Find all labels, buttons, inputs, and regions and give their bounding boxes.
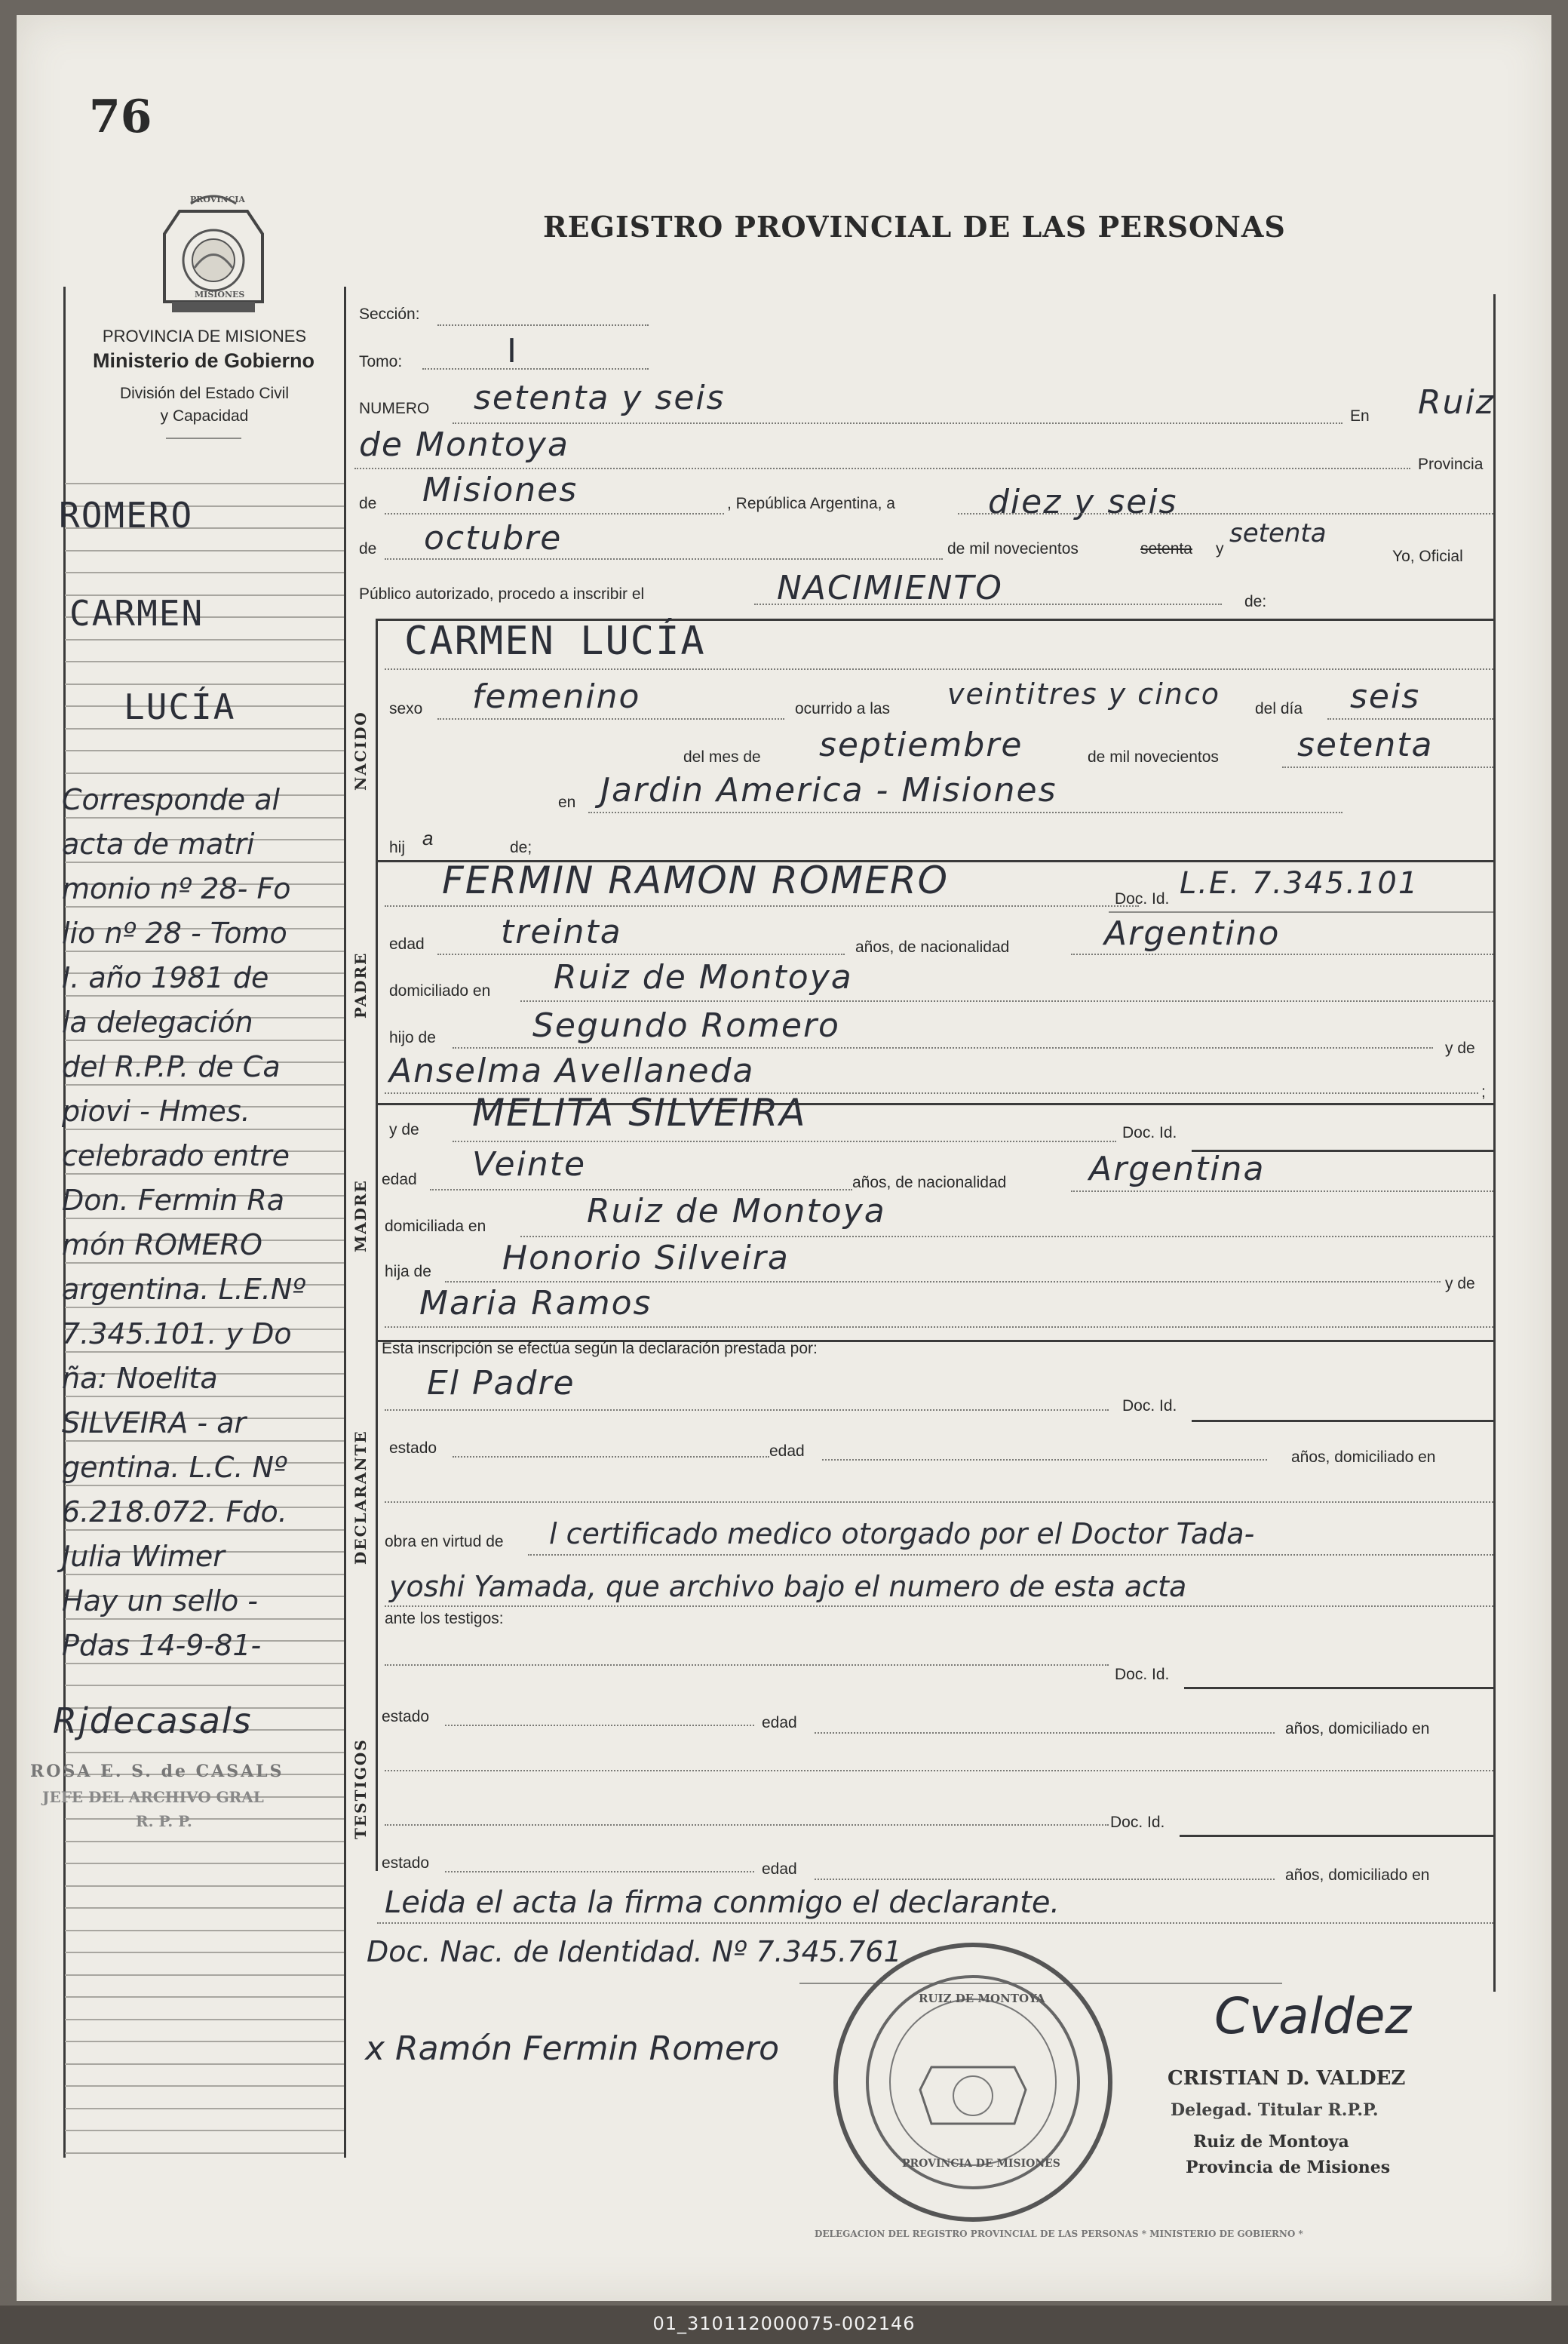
emblem-caption-top: PROVINCIA (190, 195, 245, 204)
sexo-value: femenino (472, 677, 641, 716)
testigo1-doc-label: Doc. Id. (1115, 1666, 1170, 1683)
margin-rule (65, 1952, 344, 1953)
fecha-line (958, 513, 1493, 515)
obra-line-2 (385, 1605, 1493, 1607)
margin-name1: CARMEN (69, 593, 204, 634)
inscribir-line (754, 604, 1222, 605)
en-value: Ruiz (1418, 383, 1495, 422)
margin-stamp-name: ROSA E. S. de CASALS (30, 1762, 284, 1781)
madre-dom-line (520, 1236, 1493, 1237)
mes-label: del mes de (683, 748, 761, 766)
madre-y-de-label: y de (389, 1121, 419, 1138)
padre-edad-line (437, 954, 845, 955)
madre-madre: Maria Ramos (419, 1284, 652, 1323)
mil-value: setenta (1229, 518, 1327, 548)
testigo1-edad-label: edad (762, 1714, 797, 1731)
dia-value: seis (1350, 677, 1421, 716)
official-role: Delegad. Titular R.P.P. (1171, 2100, 1379, 2120)
margin-rule (65, 1974, 344, 1976)
padre-dom-line (520, 1000, 1493, 1002)
margin-note-line: Hay un sello - (62, 1584, 259, 1617)
margin-rule (65, 2041, 344, 2042)
margin-rule (65, 1396, 344, 1397)
official-province: Provincia de Misiones (1186, 2158, 1391, 2177)
header-ministry: Ministerio de Gobierno (92, 349, 315, 372)
footer-image-id: 01_310112000075-002146 (652, 2313, 916, 2334)
margin-rule (65, 1885, 344, 1887)
declarante-signature: x Ramón Fermin Romero (365, 2029, 780, 2068)
lugar-line (354, 468, 1410, 469)
seal-text-inner-2: PROVINCIA DE MISIONES (902, 2158, 1060, 2170)
testigo1-estado-line (445, 1725, 754, 1726)
lugar-value-line (588, 812, 1342, 813)
padre-nac-line (1071, 954, 1493, 955)
margin-rule (65, 1040, 344, 1041)
margin-rule (65, 728, 344, 730)
madre-nombre: MELITA SILVEIRA (472, 1091, 807, 1135)
madre-edad: Veinte (472, 1145, 587, 1184)
margin-rule (65, 773, 344, 774)
padre-padre: Segundo Romero (532, 1006, 840, 1045)
numero-value: setenta y seis (474, 379, 726, 417)
margin-rule (65, 1485, 344, 1486)
margin-rule (65, 1440, 344, 1442)
padre-edad: treinta (501, 913, 622, 951)
mil-label-2: de mil novecientos (1088, 748, 1219, 766)
anio-line (1282, 766, 1493, 768)
margin-stamp-org: R. P. P. (136, 1812, 192, 1830)
margin-rule (65, 2108, 344, 2109)
margin-note-line: argentina. L.E.Nº (62, 1273, 306, 1306)
margin-note-line: lio nº 28 - Tomo (62, 917, 287, 950)
testigo2-estado-label: estado (382, 1854, 430, 1872)
padre-nacionalidad: Argentino (1104, 914, 1281, 953)
de-label-acta: de: (1244, 593, 1267, 610)
fecha-mes: octubre (424, 519, 563, 558)
margin-rule (65, 572, 344, 573)
margin-name2: LUCÍA (124, 687, 236, 727)
official-place: Ruiz de Montoya (1193, 2132, 1349, 2152)
padre-y-de-label: y de (1445, 1040, 1475, 1057)
header-rule (166, 438, 241, 439)
padre-edad-label: edad (389, 935, 425, 953)
margin-divider (344, 287, 346, 2158)
margin-surname: ROMERO (59, 495, 194, 536)
testigo1-anios-label: años, domiciliado en (1285, 1720, 1430, 1737)
hora-value: veintitres y cinco (947, 677, 1220, 711)
margin-rule (65, 862, 344, 863)
madre-padre-line (445, 1281, 1441, 1283)
margin-rule (65, 750, 344, 751)
hij-label: hij (389, 839, 406, 856)
nombre-line (385, 668, 1493, 670)
margin-rule (65, 951, 344, 952)
tomo-line (422, 368, 649, 370)
margin-rule (65, 550, 344, 551)
seccion-line (437, 324, 649, 326)
margin-note-line: 7.345.101. y Do (62, 1317, 292, 1350)
declaracion-label: Esta inscripción se efectúa según la declaración prestada por: (382, 1340, 818, 1357)
margin-rule (65, 2085, 344, 2087)
padre-anios-label: años, de nacionalidad (855, 939, 1010, 956)
madre-dom-label: domiciliada en (385, 1218, 486, 1235)
oficial-label: Yo, Oficial (1392, 548, 1463, 565)
margin-note-line: monio nº 28- Fo (62, 872, 291, 905)
padre-domicilio: Ruiz de Montoya (554, 958, 853, 997)
margin-rule (65, 1262, 344, 1264)
official-signature: Cvaldez (1214, 1987, 1412, 2045)
padre-line (385, 905, 1139, 907)
dia-line (1327, 718, 1493, 720)
page-number: 76 (89, 91, 152, 143)
padre-doc-rule (1109, 911, 1493, 913)
anio-value: setenta (1297, 726, 1434, 764)
declarante-anios-label: años, domiciliado en (1291, 1448, 1436, 1466)
numero-line (453, 422, 1342, 424)
testigo2-doc-rule (1180, 1835, 1493, 1837)
document-title: REGISTRO PROVINCIAL DE LAS PERSONAS (543, 210, 1286, 244)
madre-madre-line (385, 1326, 1493, 1328)
margin-note-line: piovi - Hmes. (62, 1095, 250, 1128)
margin-note-line: acta de matri (62, 828, 255, 861)
madre-y-de-label-2: y de (1445, 1275, 1475, 1292)
numero-label: NUMERO (359, 400, 430, 417)
testigo2-estado-line (445, 1871, 754, 1872)
margin-rule (65, 1351, 344, 1353)
margin-note-line: I. año 1981 de (62, 961, 269, 994)
sexo-line (437, 718, 784, 720)
header-division: División del Estado Civil (119, 385, 290, 402)
margin-rule (65, 995, 344, 997)
margin-note-line: SILVEIRA - ar (62, 1406, 247, 1439)
section-nacido: NACIDO (351, 711, 370, 791)
section-madre: MADRE (351, 1179, 370, 1252)
padre-dom-label: domiciliado en (389, 982, 491, 1000)
de-label-mes: de (359, 540, 377, 558)
margin-rule (65, 1818, 344, 1820)
padre-doc: L.E. 7.345.101 (1180, 866, 1419, 901)
obra-line-1 (528, 1554, 1493, 1556)
de-label-hij: de; (510, 839, 532, 856)
declarante-estado-line (453, 1456, 769, 1458)
padre-madre: Anselma Avellaneda (389, 1052, 755, 1090)
republica-label: , República Argentina, a (727, 495, 895, 512)
margin-note-line: del R.P.P. de Ca (62, 1050, 281, 1083)
margin-rule (65, 1930, 344, 1931)
mil-y: y (1216, 540, 1224, 558)
madre-nac-line (1071, 1190, 1493, 1192)
publico-label: Público autorizado, procedo a inscribir el (359, 585, 645, 603)
margin-rule (65, 684, 344, 685)
margin-note-line: Don. Fermin Ra (62, 1184, 285, 1217)
margin-note-line: ña: Noelita (62, 1362, 218, 1395)
left-border (63, 287, 66, 2158)
madre-domicilio: Ruiz de Montoya (587, 1192, 886, 1230)
margin-rule (65, 1084, 344, 1086)
padre-nombre: FERMIN RAMON ROMERO (442, 859, 949, 902)
margin-rule (65, 1863, 344, 1864)
margin-note-line: Pdas 14-9-81- (62, 1629, 262, 1662)
header-capacity: y Capacidad (160, 407, 249, 425)
en-label-2: en (558, 794, 576, 811)
testigo2-line (385, 1824, 1109, 1826)
testigos-label: ante los testigos: (385, 1610, 504, 1627)
inscribir-value: NACIMIENTO (777, 569, 1003, 607)
declarante-edad-label: edad (769, 1442, 805, 1460)
dni-value: Doc. Nac. de Identidad. Nº 7.345.761 (367, 1935, 902, 1968)
testigo1-dom-line (385, 1770, 1493, 1771)
provincia-value: Misiones (422, 471, 578, 509)
margin-rule (65, 1841, 344, 1842)
section-testigos: TESTIGOS (351, 1738, 370, 1839)
margin-note-line: celebrado entre (62, 1139, 290, 1172)
margin-rule (65, 2063, 344, 2065)
margin-note-line: 6.218.072. Fdo. (62, 1495, 287, 1528)
margin-rule (65, 817, 344, 819)
mes-line (385, 558, 943, 560)
margin-rule (65, 2019, 344, 2020)
nacido-nombre: CARMEN LUCÍA (404, 619, 706, 664)
official-name: CRISTIAN D. VALDEZ (1168, 2067, 1406, 2090)
del-dia-label: del día (1255, 700, 1303, 717)
margin-rule (65, 1173, 344, 1175)
section-divider (376, 619, 378, 1871)
provincia-line (385, 513, 724, 515)
section-padre: PADRE (351, 951, 370, 1018)
mil-struck: setenta (1140, 540, 1192, 558)
margin-rule (65, 2152, 344, 2154)
margin-note-line: món ROMERO (62, 1228, 262, 1261)
testigo2-doc-label: Doc. Id. (1110, 1814, 1165, 1831)
margin-signature: Rjdecasals (53, 1700, 253, 1741)
de-label-prov: de (359, 495, 377, 512)
margin-note-line: Corresponde al (62, 783, 281, 816)
madre-hija-de-label: hija de (385, 1263, 431, 1280)
obra-value-1: l certificado medico otorgado por el Doctor Tada- (549, 1517, 1255, 1550)
seccion-label: Sección: (359, 306, 420, 323)
margin-rule (65, 2130, 344, 2131)
leida-value: Leida el acta la firma conmigo el declarante. (385, 1885, 1060, 1920)
madre-edad-label: edad (382, 1171, 417, 1188)
margin-note-line: Julia Wimer (62, 1540, 225, 1573)
en-label: En (1350, 407, 1370, 425)
margin-rule (65, 1307, 344, 1308)
margin-rule (65, 1752, 344, 1753)
margin-rule (65, 1996, 344, 1998)
madre-doc-label: Doc. Id. (1122, 1124, 1177, 1141)
margin-rule (65, 1663, 344, 1664)
testigo2-edad-label: edad (762, 1860, 797, 1878)
margin-rule (65, 906, 344, 908)
margin-note-line: la delegación (62, 1006, 253, 1039)
testigo1-line (385, 1664, 1109, 1666)
declarante-estado-label: estado (389, 1439, 437, 1457)
declarante-doc-label: Doc. Id. (1122, 1397, 1177, 1415)
fecha-dia: diez y seis (988, 483, 1178, 521)
header-province: PROVINCIA DE MISIONES (102, 327, 307, 346)
section-declarante: DECLARANTE (351, 1430, 370, 1565)
mil-label: de mil novecientos (947, 540, 1079, 558)
testigo2-edad-line (815, 1879, 1275, 1880)
form-right-border (1493, 294, 1496, 1992)
mes-value: septiembre (819, 726, 1023, 764)
seal-text-inner: RUIZ DE MONTOYA (919, 1992, 1045, 2005)
declarante-edad-line (822, 1459, 1267, 1461)
ocurrido-label: ocurrido a las (795, 700, 891, 717)
hij-suffix: a (422, 827, 434, 849)
margin-note-line: gentina. L.C. Nº (62, 1451, 287, 1484)
madre-edad-line (430, 1189, 852, 1190)
declarante-value: El Padre (427, 1364, 575, 1402)
madre-anios-label: años, de nacionalidad (852, 1174, 1007, 1191)
testigo1-edad-line (815, 1732, 1275, 1734)
testigo1-estado-label: estado (382, 1708, 430, 1725)
provincia-label: Provincia (1418, 456, 1484, 473)
margin-rule (65, 639, 344, 641)
padre-padre-line (453, 1047, 1433, 1049)
madre-nacionalidad: Argentina (1089, 1150, 1266, 1188)
testigo1-doc-rule (1184, 1687, 1493, 1689)
en-value-cont: de Montoya (359, 425, 569, 464)
madre-padre: Honorio Silveira (502, 1239, 790, 1277)
margin-stamp-role: JEFE DEL ARCHIVO GRAL (42, 1788, 264, 1806)
round-official-seal (822, 1931, 1124, 2233)
margin-rule (65, 1907, 344, 1909)
margin-rule (65, 1574, 344, 1575)
padre-doc-label: Doc. Id. (1115, 890, 1170, 908)
obra-value-2: yoshi Yamada, que archivo bajo el numero de esta acta (389, 1570, 1187, 1603)
seal-text-outer: DELEGACION DEL REGISTRO PROVINCIAL DE LAS PERSONAS * MINISTERIO DE GOBIERNO * (815, 2229, 1303, 2239)
declarante-doc-rule (1192, 1420, 1493, 1422)
emblem-caption-bottom: MISIONES (195, 290, 245, 300)
leida-line (377, 1922, 1493, 1924)
testigo2-anios-label: años, domiciliado en (1285, 1866, 1430, 1884)
tomo-value: I (507, 332, 518, 370)
margin-rule (65, 1529, 344, 1531)
padre-hijo-de-label: hijo de (389, 1029, 436, 1046)
sexo-label: sexo (389, 700, 423, 717)
tomo-label: Tomo: (359, 353, 403, 370)
obra-label: obra en virtud de (385, 1533, 504, 1550)
margin-rule (65, 483, 344, 484)
madre-line (453, 1141, 1116, 1142)
margin-rule (65, 1129, 344, 1130)
declarante-line (385, 1409, 1109, 1411)
lugar-value: Jardin America - Misiones (600, 771, 1057, 809)
declarante-dom-line (385, 1501, 1493, 1503)
margin-rule (65, 1618, 344, 1620)
semicolon: ; (1481, 1083, 1486, 1101)
margin-rule (65, 1685, 344, 1686)
margin-rule (65, 1218, 344, 1219)
margin-rule (65, 661, 344, 662)
